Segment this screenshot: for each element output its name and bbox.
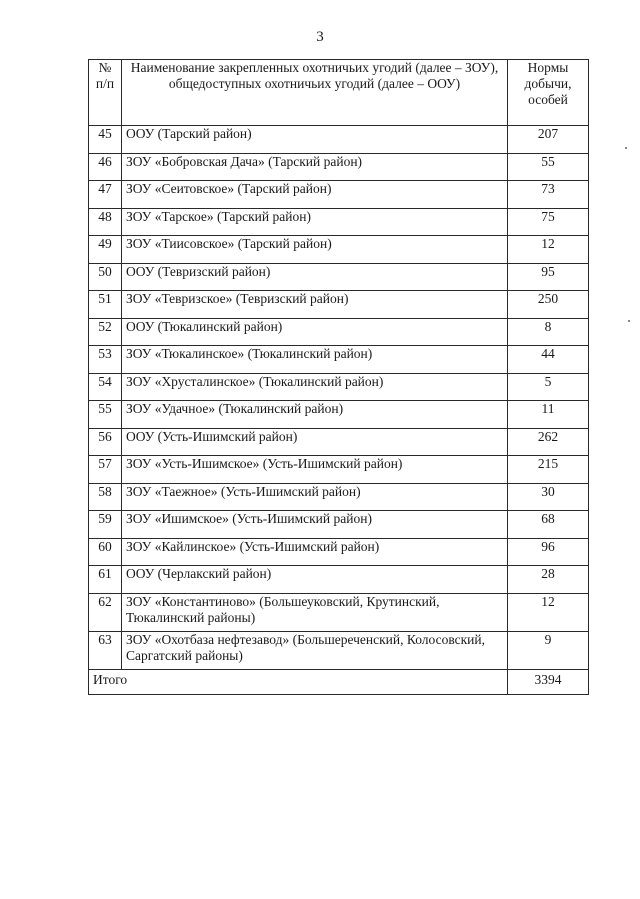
row-norm: 30 (508, 483, 589, 511)
row-name: ЗОУ «Охотбаза нефтезавод» (Большереченский, Колосовский, Саргатский районы) (122, 631, 508, 669)
table-row (89, 566, 589, 594)
row-name: ЗОУ «Удачное» (Тюкалинский район) (122, 401, 508, 429)
table-row (89, 318, 589, 346)
row-number: 55 (89, 401, 122, 429)
hunting-quota-table (88, 59, 589, 695)
row-name: ЗОУ «Тиисовское» (Тарский район) (122, 236, 508, 264)
row-name: ЗОУ «Тюкалинское» (Тюкалинский район) (122, 346, 508, 374)
row-norm: 215 (508, 456, 589, 484)
header-norm: Нормы добычи, особей (508, 60, 589, 126)
row-name: ЗОУ «Сеитовское» (Тарский район) (122, 181, 508, 209)
row-norm: 250 (508, 291, 589, 319)
row-number: 57 (89, 456, 122, 484)
table-row (89, 126, 589, 154)
row-number: 56 (89, 428, 122, 456)
row-number: 53 (89, 346, 122, 374)
table-row (89, 428, 589, 456)
row-norm: 8 (508, 318, 589, 346)
table-row (89, 181, 589, 209)
row-name: ООУ (Тюкалинский район) (122, 318, 508, 346)
row-name: ООУ (Тевризский район) (122, 263, 508, 291)
row-name: ООУ (Тарский район) (122, 126, 508, 154)
row-norm: 95 (508, 263, 589, 291)
total-row (89, 669, 589, 694)
table-row (89, 483, 589, 511)
table-row (89, 346, 589, 374)
row-name: ЗОУ «Кайлинское» (Усть-Ишимский район) (122, 538, 508, 566)
row-name: ЗОУ «Бобровская Дача» (Тарский район) (122, 153, 508, 181)
row-name: ЗОУ «Тарское» (Тарский район) (122, 208, 508, 236)
row-norm: 262 (508, 428, 589, 456)
table-row (89, 538, 589, 566)
row-number: 60 (89, 538, 122, 566)
row-norm: 73 (508, 181, 589, 209)
page-number: 3 (316, 29, 324, 45)
table-row (89, 153, 589, 181)
row-norm: 44 (508, 346, 589, 374)
row-norm: 55 (508, 153, 589, 181)
row-name: ЗОУ «Усть-Ишимское» (Усть-Ишимский район) (122, 456, 508, 484)
row-number: 58 (89, 483, 122, 511)
row-name: ЗОУ «Ишимское» (Усть-Ишимский район) (122, 511, 508, 539)
row-name: ЗОУ «Хрусталинское» (Тюкалинский район) (122, 373, 508, 401)
table-row (89, 401, 589, 429)
table-row (89, 291, 589, 319)
row-norm: 28 (508, 566, 589, 594)
row-number: 50 (89, 263, 122, 291)
row-number: 54 (89, 373, 122, 401)
row-number: 52 (89, 318, 122, 346)
row-norm: 12 (508, 593, 589, 631)
scan-speck (625, 147, 627, 149)
table-row (89, 593, 589, 631)
row-number: 49 (89, 236, 122, 264)
table-body (89, 126, 589, 670)
row-norm: 68 (508, 511, 589, 539)
total-label: Итого (89, 669, 508, 694)
table-row (89, 631, 589, 669)
row-number: 63 (89, 631, 122, 669)
table-header-row (89, 60, 589, 126)
table-row (89, 208, 589, 236)
row-norm: 207 (508, 126, 589, 154)
row-number: 45 (89, 126, 122, 154)
table-row (89, 511, 589, 539)
row-norm: 11 (508, 401, 589, 429)
row-norm: 96 (508, 538, 589, 566)
row-number: 47 (89, 181, 122, 209)
header-name: Наименование закрепленных охотничьих угодий (далее – ЗОУ), общедоступных охотничьих угодий (далее – ООУ) (122, 60, 508, 126)
row-name: ЗОУ «Тевризское» (Тевризский район) (122, 291, 508, 319)
row-norm: 9 (508, 631, 589, 669)
row-number: 46 (89, 153, 122, 181)
row-name: ЗОУ «Таежное» (Усть-Ишимский район) (122, 483, 508, 511)
row-number: 62 (89, 593, 122, 631)
total-value: 3394 (508, 669, 589, 694)
table-row (89, 456, 589, 484)
row-norm: 5 (508, 373, 589, 401)
header-num: № п/п (89, 60, 122, 126)
row-number: 51 (89, 291, 122, 319)
row-norm: 12 (508, 236, 589, 264)
scan-speck (628, 320, 630, 322)
table-row (89, 236, 589, 264)
row-number: 61 (89, 566, 122, 594)
row-number: 48 (89, 208, 122, 236)
table-row (89, 263, 589, 291)
row-norm: 75 (508, 208, 589, 236)
row-name: ООУ (Черлакский район) (122, 566, 508, 594)
row-number: 59 (89, 511, 122, 539)
row-name: ЗОУ «Константиново» (Большеуковский, Крутинский, Тюкалинский районы) (122, 593, 508, 631)
table-row (89, 373, 589, 401)
row-name: ООУ (Усть-Ишимский район) (122, 428, 508, 456)
